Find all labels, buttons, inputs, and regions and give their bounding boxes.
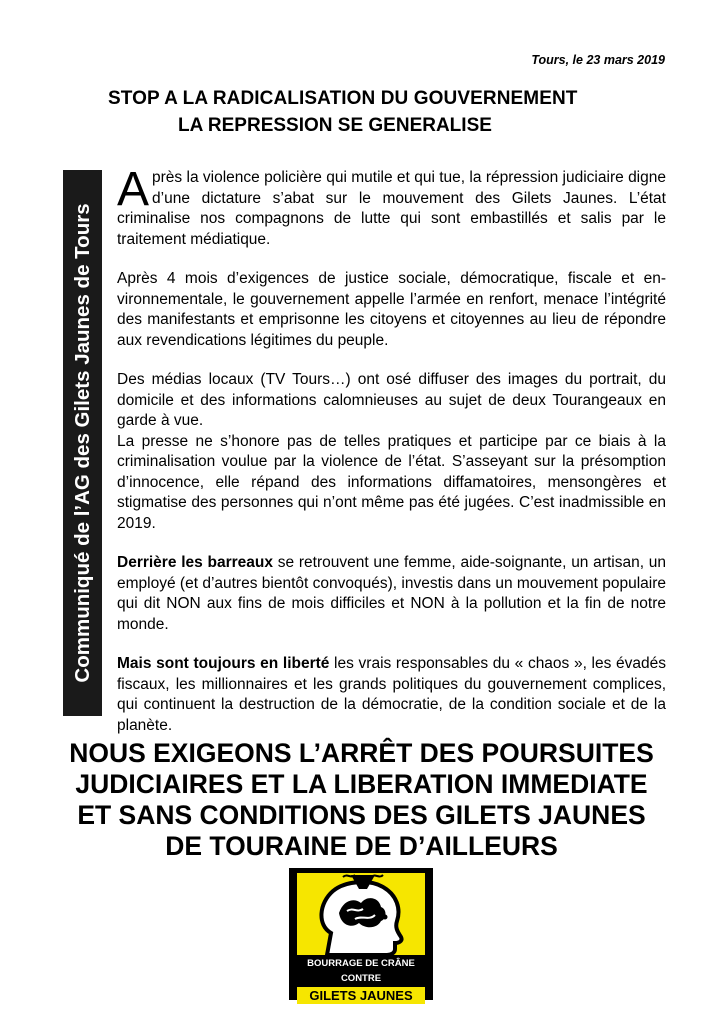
logo-art [297,873,425,955]
paragraph-1-text: près la violence policière qui mutile et qui tue, la répression judiciaire digne d’une dictature s’abat sur le mouvement des Gilets Jaunes. L’état criminalise nos compagnons de lutte qui sont embastillés et salis par le traitement médiatique. [117,169,666,248]
demand-line-3: ET SANS CONDITIONS DES GILETS JAUNES [77,800,646,830]
paragraph-3: Des médias locaux (TV Tours…) ont osé diffuser des images du portrait, du domicile et des informations calomnieuses au sujet de deux Tourangeaux en garde à vue. [117,371,666,429]
head-silhouette-icon [297,873,425,955]
paragraph-5 [117,553,666,635]
paragraph-6-lead: Mais sont toujours en liberté [117,655,330,672]
paragraph-1 [117,163,666,250]
paragraph-2: Après 4 mois d’exigences de justice sociale, démocratique, fiscale et environnementale, le gouvernement appelle l’armée en renfort, menace l’intégrité des manifestants et emprisonne les citoyens et citoyennes au lieu de répondre aux revendications légitimes du peuple. [117,270,666,349]
paragraph-5-lead: Derrière les barreaux [117,554,273,571]
side-banner [63,170,102,716]
demand-line-2: JUDICIAIRES ET LA LIBERATION IMMEDIATE [75,769,648,799]
demand-statement [30,738,693,862]
headline-line-2: LA REPRESSION SE GENERALISE [178,115,492,136]
logo-captions [289,954,433,1004]
paragraph-5-text: se retrouvent une femme, aide-soignante, un artisan, un employé (et d’autres bientôt convoqués), investis dans un mouvement populaire qui dit NON aux fins de mois difficiles et NON à la pollution et la fin de notre monde. [117,554,667,633]
logo-caption-3: GILETS JAUNES [297,987,425,1004]
document-date: Tours, le 23 mars 2019 [531,53,665,67]
headline-line-1: STOP A LA RADICALISATION DU GOUVERNEMENT [108,88,578,109]
paragraph-6 [117,654,666,736]
drop-cap: A [117,163,150,216]
side-banner-text: Communiqué de l’AG des Gilets Jaunes de Tours [70,203,94,683]
demand-line-4: DE TOURAINE DE D’AILLEURS [165,831,558,861]
logo-caption-2: CONTRE [340,973,382,984]
demand-line-1: NOUS EXIGEONS L’ARRÊT DES POURSUITES [69,738,654,768]
paragraph-4: La presse ne s’honore pas de telles pratiques et participe par ce biais à la criminalisation voulue par la violence de l’état. S’asseyant sur la présomption d’innocence, elle répand des informations diffamatoires, mensongères et stigmatise des personnes qui n’ont même pas été jugées. C’est inadmissible en 2019. [117,432,666,532]
logo-caption-1: BOURRAGE DE CRÂNE [307,958,415,969]
logo [289,868,433,1003]
paragraph-6-text: les vrais responsables du « chaos », les évadés fiscaux, les millionnaires et les grands politiques du gouvernement complices, qui continuent la destruction de la démocratie, de la condition sociale et de la planète. [117,655,666,734]
communique-body [117,163,667,755]
